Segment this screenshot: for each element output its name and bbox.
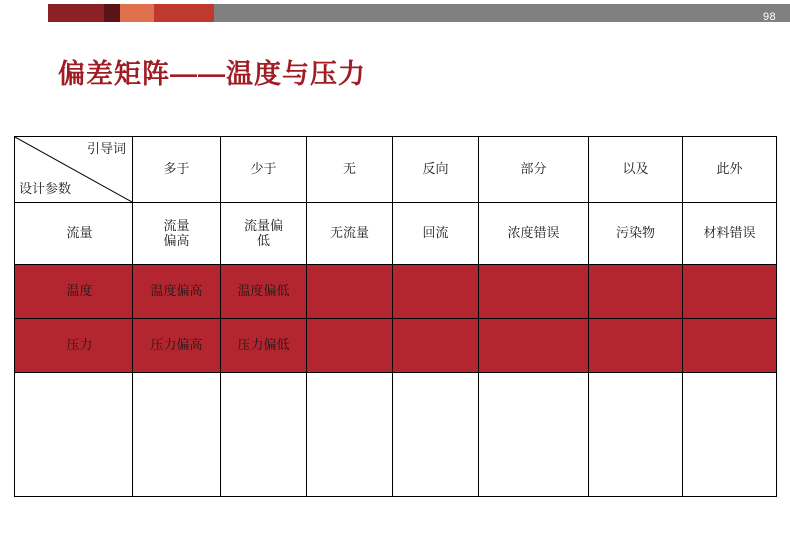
matrix-cell-highlighted: 压力偏高 — [133, 319, 221, 373]
matrix-cell — [393, 373, 479, 497]
matrix-cell-highlighted — [479, 319, 589, 373]
page-title: 偏差矩阵——温度与压力 — [58, 59, 366, 89]
matrix-cell — [479, 373, 589, 497]
row-label-temperature: 温度 — [15, 265, 133, 319]
column-header-cell: 少于 — [221, 137, 307, 203]
column-header-cell: 此外 — [683, 137, 777, 203]
column-header-cell: 部分 — [479, 137, 589, 203]
matrix-cell-highlighted — [307, 319, 393, 373]
matrix-cell-highlighted — [479, 265, 589, 319]
slide-decorative-topbar — [0, 0, 790, 26]
matrix-cell: 污染物 — [589, 203, 683, 265]
matrix-cell: 流量偏 低 — [221, 203, 307, 265]
matrix-cell-highlighted — [589, 319, 683, 373]
matrix-cell — [683, 373, 777, 497]
row-label-empty — [15, 373, 133, 497]
matrix-cell-highlighted — [307, 265, 393, 319]
matrix-cell: 材料错误 — [683, 203, 777, 265]
deviation-matrix-table — [14, 136, 777, 497]
table-row — [15, 373, 777, 497]
corner-column-axis-label: 引导词 — [86, 141, 126, 156]
matrix-cell-highlighted — [393, 265, 479, 319]
topbar-segment-gray — [214, 4, 790, 22]
matrix-cell-highlighted — [683, 319, 777, 373]
matrix-cell — [221, 373, 307, 497]
table-header-row — [15, 137, 777, 203]
matrix-cell — [589, 373, 683, 497]
topbar-segment-dark-red — [48, 4, 104, 22]
column-header-cell: 多于 — [133, 137, 221, 203]
matrix-cell-highlighted: 温度偏高 — [133, 265, 221, 319]
table-row — [15, 265, 777, 319]
topbar-segment-salmon — [120, 4, 154, 22]
matrix-cell: 无流量 — [307, 203, 393, 265]
table-row — [15, 319, 777, 373]
matrix-cell-highlighted — [393, 319, 479, 373]
column-header-cell: 以及 — [589, 137, 683, 203]
matrix-cell-highlighted: 温度偏低 — [221, 265, 307, 319]
column-header-cell: 无 — [307, 137, 393, 203]
row-label-flow: 流量 — [15, 203, 133, 265]
matrix-cell: 流量 偏高 — [133, 203, 221, 265]
matrix-cell-highlighted: 压力偏低 — [221, 319, 307, 373]
matrix-cell: 回流 — [393, 203, 479, 265]
topbar-segment-red — [154, 4, 214, 22]
corner-row-axis-label: 设计参数 — [19, 181, 72, 197]
matrix-cell: 浓度错误 — [479, 203, 589, 265]
topbar-segment-maroon — [104, 4, 120, 22]
column-header-cell: 反向 — [393, 137, 479, 203]
table-row — [15, 203, 777, 265]
matrix-cell-highlighted — [683, 265, 777, 319]
matrix-corner-cell — [15, 137, 133, 203]
matrix-cell — [307, 373, 393, 497]
matrix-cell-highlighted — [589, 265, 683, 319]
page-number: 98 — [762, 11, 776, 23]
deviation-matrix-container — [14, 136, 776, 497]
matrix-cell — [133, 373, 221, 497]
row-label-pressure: 压力 — [15, 319, 133, 373]
